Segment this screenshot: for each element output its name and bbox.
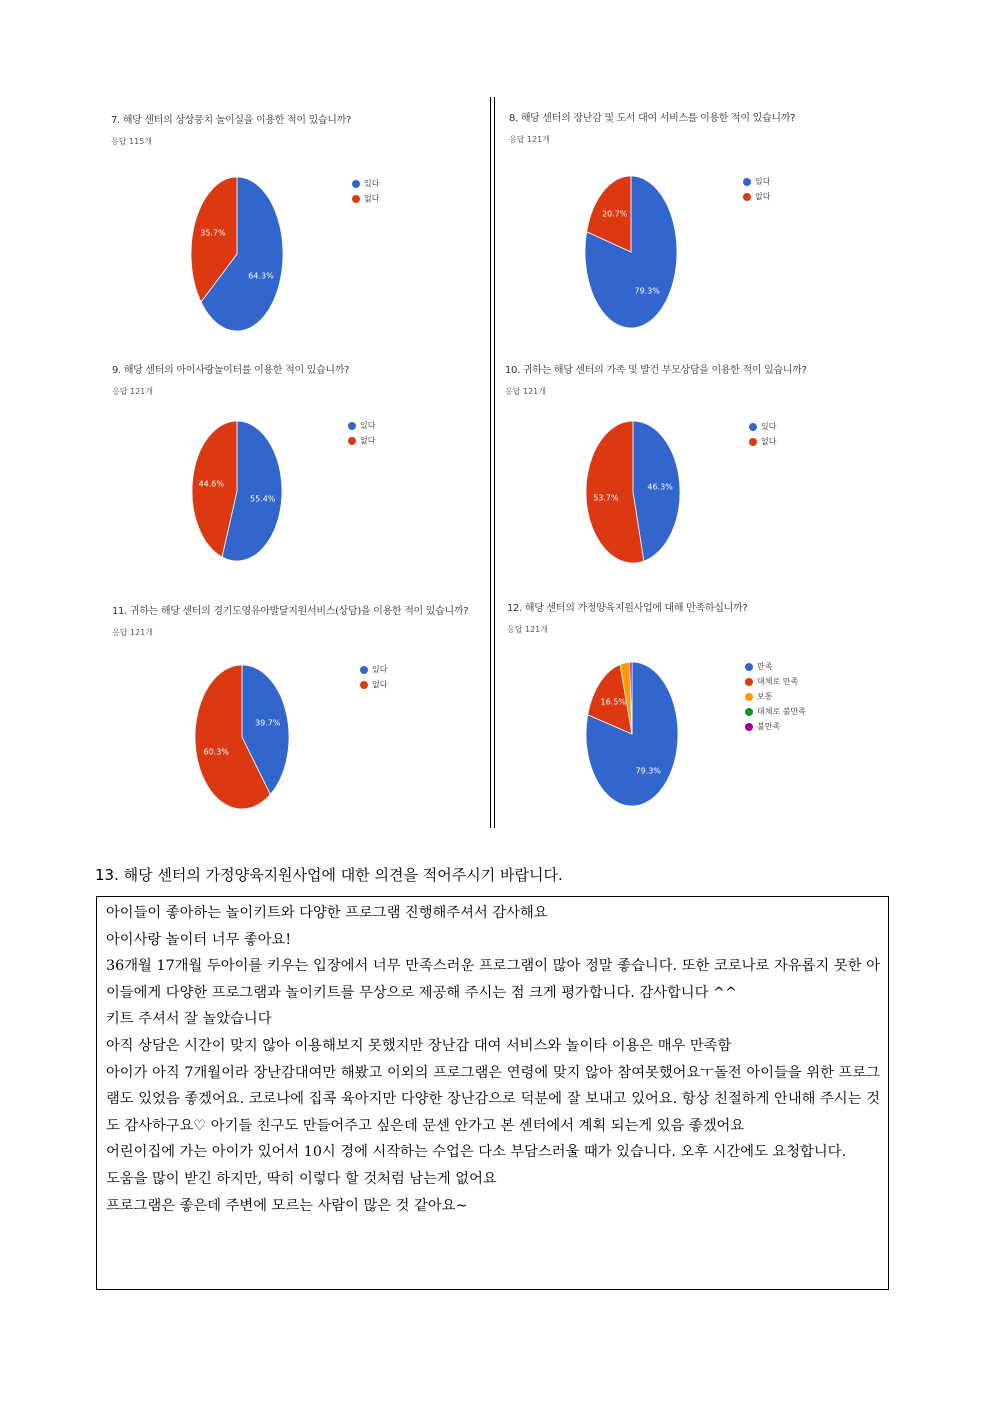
legend-dot-icon — [749, 423, 757, 431]
legend-dot-icon — [352, 180, 360, 188]
legend-item — [352, 176, 379, 191]
legend-label: 있다 — [372, 665, 388, 674]
legend-item — [749, 419, 776, 434]
legend-dot-icon — [360, 666, 368, 674]
chart-legend — [360, 662, 387, 692]
answer-item: 키트 주셔서 잘 놀았습니다 — [106, 1011, 272, 1028]
chart-title: 10. 귀하는 해당 센터의 가족 및 발건 부모상담을 이용한 적이 있습니까? — [505, 365, 807, 376]
answer-item: 36개월 17개월 두아이를 키우는 입장에서 너무 만족스러운 프로그램이 많아 정말 좋습니다. 또한 코로나로 자유롭지 못한 아이들에게 다양한 프로그램과 놀이키트를 무상으로 제공해 주시는 점 크게 평가합니다. 감사합니다 ^^ — [106, 958, 880, 1001]
legend-label: 대체로 만족 — [757, 677, 799, 686]
response-count: 응답 121개 — [507, 625, 548, 634]
slice-label: 20.7% — [602, 209, 628, 219]
legend-dot-icon — [352, 195, 360, 203]
legend-label: 만족 — [757, 662, 773, 671]
slice-label: 79.3% — [635, 766, 661, 776]
legend-dot-icon — [743, 193, 751, 201]
slice-label: 16.5% — [600, 697, 626, 707]
legend-item — [348, 433, 375, 448]
pie-chart — [582, 417, 684, 567]
answer-item: 어린이집에 가는 아이가 있어서 10시 경에 시작하는 수업은 다소 부담스러울 때가 있습니다. 오후 시간에도 요청합니다. — [106, 1144, 847, 1161]
slice-label: 60.3% — [203, 747, 229, 757]
response-count: 응답 121개 — [112, 387, 153, 396]
answer-item: 아이들이 좋아하는 놀이키트와 다양한 프로그램 진행해주셔서 감사해요 — [106, 905, 548, 921]
legend-label: 있다 — [755, 177, 771, 186]
legend-item — [749, 434, 776, 449]
chart-legend — [352, 176, 379, 206]
pie-chart — [187, 173, 287, 335]
legend-item — [745, 659, 806, 674]
slice-label: 55.4% — [249, 494, 276, 504]
answer-item: 도움을 많이 받긴 하지만, 딱히 이렇다 할 것처럼 남는게 없어요 — [106, 1170, 497, 1187]
legend-label: 있다 — [364, 179, 380, 188]
legend-dot-icon — [360, 681, 368, 689]
chart-title: 7. 해당 센터의 상상뭉치 놀이실을 이용한 적이 있습니까? — [111, 115, 352, 126]
chart-legend — [743, 174, 770, 204]
legend-item — [360, 677, 387, 692]
slice-label: 64.3% — [248, 271, 274, 281]
legend-item — [743, 189, 770, 204]
legend-label: 있다 — [761, 422, 777, 431]
slice-label: 44.6% — [198, 479, 225, 489]
answer-item: 아이사랑 놀이터 너무 좋아요! — [106, 931, 292, 948]
legend-item — [745, 689, 806, 704]
legend-dot-icon — [745, 663, 753, 671]
slice-label: 35.7% — [200, 228, 226, 238]
chart-title: 8. 해당 센터의 장난감 및 도서 대여 서비스를 이용한 적이 있습니까? — [509, 113, 796, 124]
legend-dot-icon — [745, 708, 753, 716]
legend-item — [352, 191, 379, 206]
legend-dot-icon — [745, 723, 753, 731]
slice-label: 46.3% — [647, 482, 673, 492]
legend-label: 없다 — [755, 192, 771, 201]
response-count: 응답 121개 — [509, 135, 550, 144]
divider-line-right — [494, 97, 495, 828]
legend-label: 보통 — [757, 692, 773, 701]
legend-item — [348, 418, 375, 433]
pie-chart — [191, 661, 293, 813]
chart-title: 11. 귀하는 해당 센터의 경기도영유아발달지원서비스(상담)을 이용한 적이 있습니까? — [112, 606, 469, 617]
chart-legend — [749, 419, 776, 449]
response-count: 응답 121개 — [112, 628, 153, 637]
chart-title: 12. 해당 센터의 가정양육지원사업에 대해 만족하십니까? — [507, 603, 748, 614]
chart-title: 9. 해당 센터의 아이사랑놀이터를 이용한 적이 있습니까? — [112, 365, 350, 376]
legend-label: 없다 — [360, 436, 376, 445]
legend-label: 대체로 불만족 — [757, 707, 806, 716]
answers-box — [96, 896, 889, 1290]
pie-chart — [582, 658, 682, 810]
chart-legend — [745, 659, 806, 734]
answer-item: 프로그램은 좋은데 주변에 모르는 사람이 많은 것 같아요~ — [106, 1197, 468, 1214]
pie-chart — [581, 172, 681, 332]
slice-label: 39.7% — [255, 718, 281, 728]
legend-label: 있다 — [360, 421, 376, 430]
legend-item — [360, 662, 387, 677]
response-count: 응답 115개 — [111, 137, 152, 146]
answer-item: 아이가 아직 7개월이라 장난감대여만 해봤고 이외의 프로그램은 연령에 맞지 않아 참여못했어요ㅜ돌전 아이들을 위한 프로그램도 있었음 좋겠어요. 코로나에 집콕 육아지만 다양한 장난감으로 덕분에 잘 보내고 있어요. 항상 친절하게 안내해 주시는 것도 감사하구요♡ 아기들 친구도 만들어주고 싶은데 문센 안가고 본 센터에서 계획 되는게 있음 좋겠어요 — [106, 1064, 880, 1134]
legend-dot-icon — [749, 438, 757, 446]
chart-legend — [348, 418, 375, 448]
answer-item: 아직 상담은 시간이 맞지 않아 이용해보지 못했지만 장난감 대여 서비스와 놀이타 이용은 매우 만족함 — [106, 1037, 732, 1054]
divider-line-left — [490, 97, 491, 828]
legend-dot-icon — [348, 437, 356, 445]
legend-dot-icon — [745, 693, 753, 701]
legend-dot-icon — [743, 178, 751, 186]
question-13-title: 13. 해당 센터의 가정양육지원사업에 대한 의견을 적어주시기 바랍니다. — [95, 866, 563, 884]
pie-chart — [188, 417, 286, 565]
legend-dot-icon — [348, 422, 356, 430]
legend-item — [743, 174, 770, 189]
response-count: 응답 121개 — [505, 387, 546, 396]
legend-dot-icon — [745, 678, 753, 686]
legend-item — [745, 719, 806, 734]
legend-label: 없다 — [364, 194, 380, 203]
legend-item — [745, 704, 806, 719]
legend-label: 없다 — [372, 680, 388, 689]
slice-label: 79.3% — [634, 286, 660, 296]
legend-label: 없다 — [761, 437, 777, 446]
legend-item — [745, 674, 806, 689]
slice-label: 53.7% — [593, 493, 619, 503]
legend-label: 불만족 — [757, 722, 781, 731]
